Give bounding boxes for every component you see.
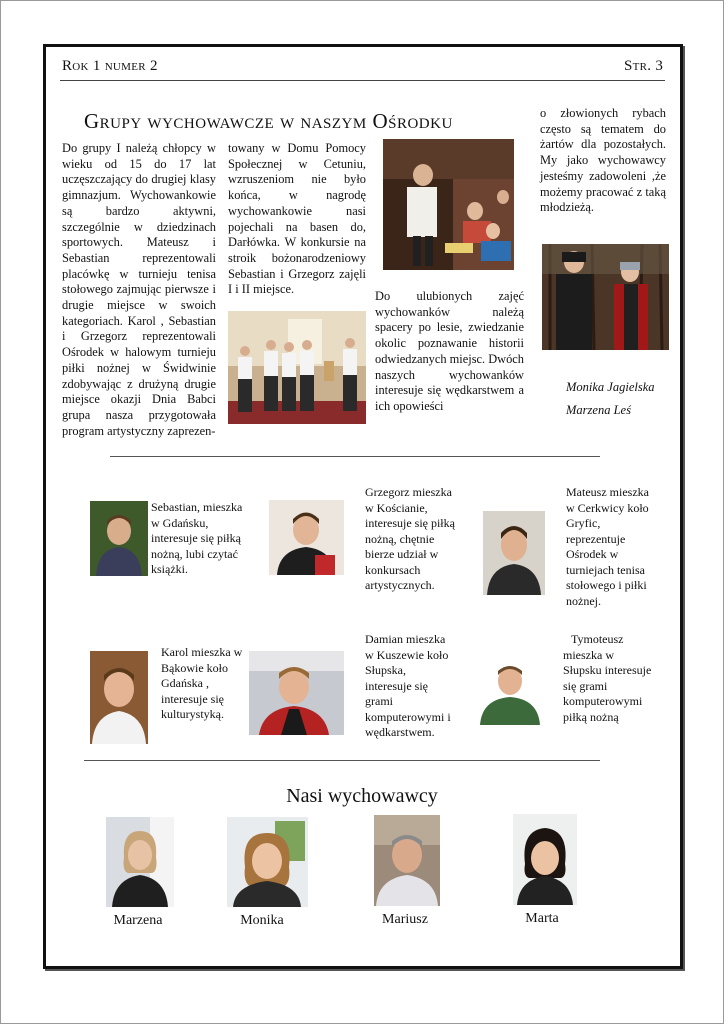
article-column-3	[375, 289, 524, 415]
student-caption-sebastian: Sebastian, mieszka w Gdańsku, interesuje się piłką nożną, lubi czytać książki.	[151, 500, 243, 576]
issue-label: Rok 1 numer 2	[62, 58, 158, 74]
article-title: Grupy wychowawcze w naszym Ośrodku	[84, 109, 453, 133]
student-caption-tymoteusz: Tymoteusz mieszka w Słupsku interesuje się grami komputerowymi piłką nożną	[563, 632, 652, 724]
student-caption-grzegorz: Grzegorz mieszka w Kościanie, interesuje się piłką nożną, chętnie bierze udział w konkursach artystycznych.	[365, 485, 455, 592]
portrait-sebastian	[90, 501, 148, 576]
portrait-mariusz	[374, 815, 440, 906]
staff-section-title: Nasi wychowawcy	[286, 785, 438, 807]
header-rule	[60, 80, 665, 81]
portrait-marzena	[106, 817, 174, 907]
portrait-tymoteusz	[476, 657, 544, 725]
portrait-mateusz	[483, 511, 545, 595]
signature-monika: Monika Jagielska	[566, 380, 655, 394]
article-text-col4: o złowionych rybach często są tematem do żartów dla pozostałych. My jako wychowawcy jesteśmy zadowoleni ,że możemy pracować z taką młodzieżą.	[540, 106, 666, 215]
portrait-karol	[90, 651, 148, 744]
portrait-monika	[227, 817, 308, 907]
staff-name-mariusz: Mariusz	[382, 912, 428, 927]
article-column-4	[540, 106, 666, 216]
signature-marzena: Marzena Leś	[566, 403, 631, 417]
children-activity-photo	[383, 139, 514, 270]
article-text-col3: Do ulubionych zajęć wychowanków należą spacery po lesie, zwiedzanie okolic poznawanie historii odwiedzanych miejsc. Dwóch naszych wychowanków interesuje się wędkarstwem a ich opowieści	[375, 289, 524, 413]
article-column-1	[62, 141, 216, 439]
article-text-col2: towany w Domu Pomocy Społecznej w Cetuniu, wzruszeniom nie było końca, w nagrodę wychowankowie nasi pojechali na basen do, Darłówka. W konkursie na stroik bożonarodzeniowy Sebastian i Grzegorz zajęli I i II miejsce.	[228, 141, 366, 297]
section-divider-2	[84, 760, 600, 761]
student-caption-karol: Karol mieszka w Bąkowie koło Gdańska , interesuje się kulturystyką.	[161, 645, 243, 721]
forest-walk-photo	[542, 244, 669, 350]
portrait-grzegorz	[269, 500, 344, 575]
section-divider-1	[110, 456, 600, 457]
page-number: Str. 3	[624, 58, 664, 74]
article-column-2	[228, 141, 366, 298]
staff-name-marzena: Marzena	[113, 913, 163, 928]
performance-photo	[228, 311, 366, 424]
staff-name-monika: Monika	[240, 913, 284, 928]
article-text-col1: Do grupy I należą chłopcy w wieku od 15 do 17 lat uczęszczający do drugiej klasy gimnazjum. Wychowankowie są bardzo aktywni, szczególnie w dziedzinach sportowych. Mateusz i Sebastian reprezentowali placówkę w turnieju tenisa stołowego zajmując pierwsze i drugie miejsce w swoich kategoriach. Karol , Sebastian i Grzegorz reprezentowali Ośrodek w halowym turnieju piłki nożnej w Świdwinie zdobywając z drużyną drugie miejsce okazji Dnia Babci grupa nasza przygotowała program artystyczny zaprezen-	[62, 141, 216, 438]
portrait-marta	[513, 814, 577, 905]
staff-name-marta: Marta	[525, 911, 559, 926]
portrait-damian	[249, 651, 344, 735]
student-caption-damian: Damian mieszka w Kuszewie koło Słupska, interesuje się grami komputerowymi i wędkarstwem.	[365, 632, 451, 739]
student-caption-mateusz: Mateusz mieszka w Cerkwicy koło Gryfic, reprezentuje Ośrodek w turniejach tenisa stołowego i piłki nożnej.	[566, 485, 649, 608]
